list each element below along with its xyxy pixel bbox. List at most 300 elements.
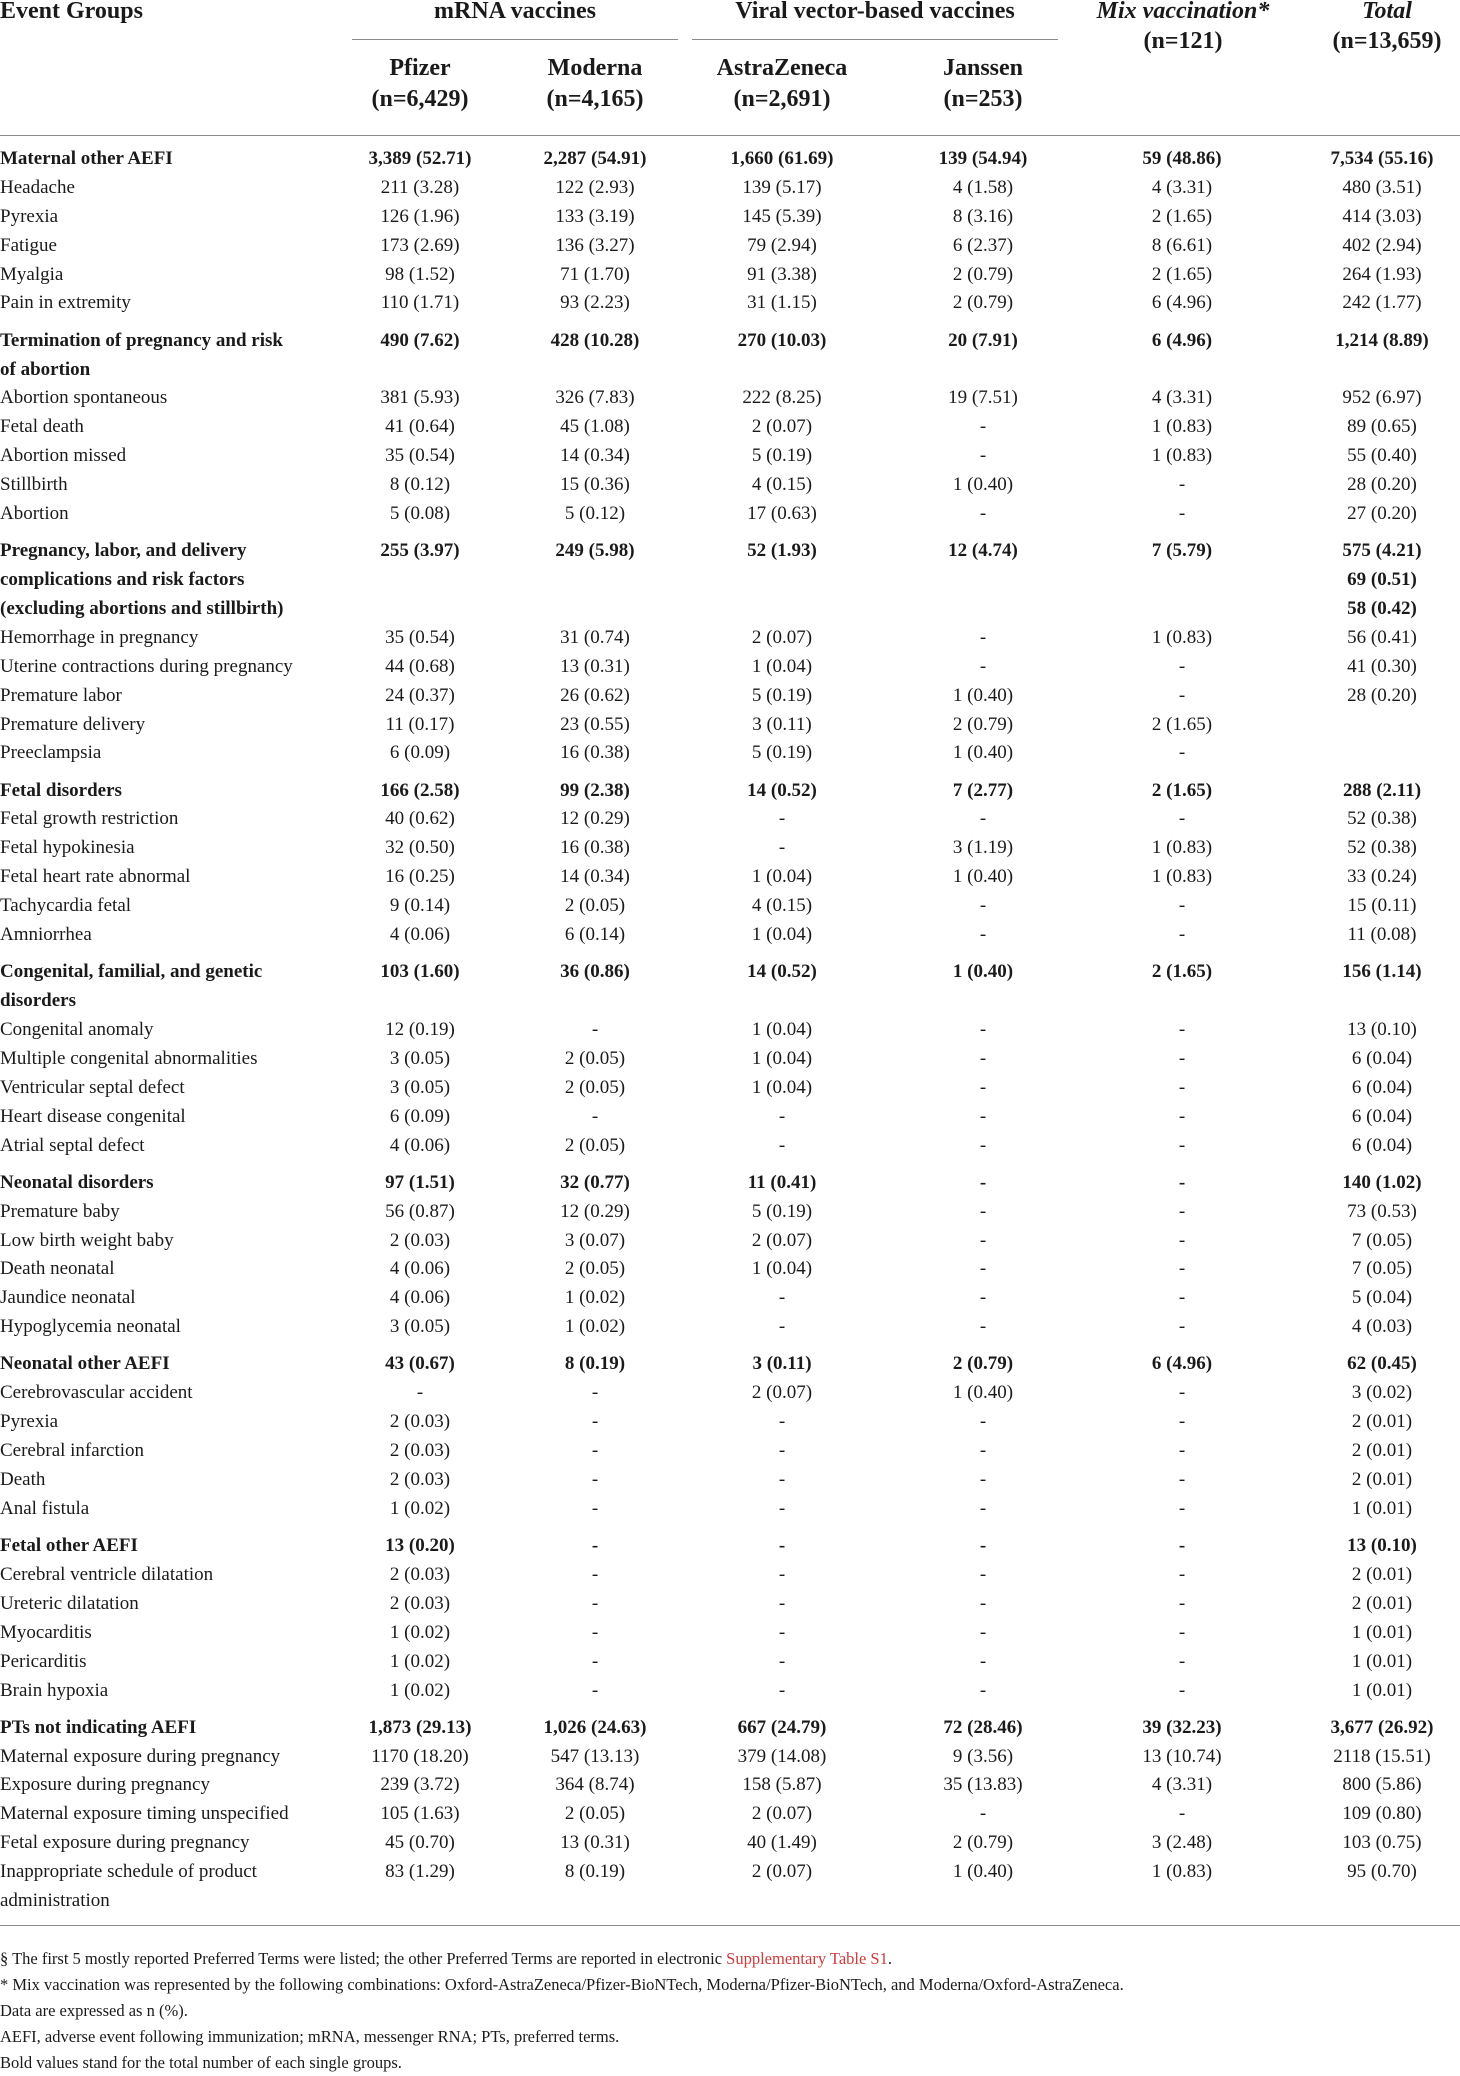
cell-moderna: 14 (0.34) <box>560 445 630 467</box>
cell-mix: - <box>1178 1105 1186 1127</box>
cell-pfizer: 3 (0.05) <box>389 1047 451 1069</box>
footnote-data-format: Data are expressed as n (%). <box>0 2001 188 2020</box>
cell-moderna: - <box>591 1440 599 1462</box>
cell-janssen: 2 (0.79) <box>952 292 1014 314</box>
cell-janssen: - <box>979 1105 987 1127</box>
table-row <box>0 442 1460 471</box>
cell-moderna: - <box>591 1563 599 1585</box>
cell-moderna: - <box>591 1105 599 1127</box>
cell-moderna: 93 (2.23) <box>560 292 630 314</box>
header-janssen-count: (n=253) <box>943 86 1023 112</box>
cell-janssen: - <box>979 1497 987 1519</box>
cell-total: 3,677 (26.92) <box>1330 1716 1434 1738</box>
cell-mix: - <box>1178 1803 1186 1825</box>
table-row <box>0 232 1460 261</box>
cell-moderna: 2 (0.05) <box>564 1076 626 1098</box>
cell-total: 952 (6.97) <box>1342 387 1422 409</box>
header-bottom-rule <box>0 135 1460 136</box>
cell-total: 41 (0.30) <box>1347 655 1417 677</box>
cell-event: Atrial septal defect <box>0 1134 145 1156</box>
footnote-section-sign <box>0 1946 1460 1972</box>
table-row <box>0 174 1460 203</box>
cell-pfizer: - <box>416 1382 424 1404</box>
cell-mix: 1 (0.83) <box>1151 445 1213 467</box>
cell-total: 800 (5.86) <box>1342 1774 1422 1796</box>
table-row <box>0 805 1460 834</box>
cell-pfizer: 83 (1.29) <box>385 1861 455 1883</box>
header-total: Total <box>1362 0 1412 24</box>
cell-event: Fetal death <box>0 416 84 438</box>
cell-janssen: - <box>979 655 987 677</box>
cell-mix: - <box>1178 1497 1186 1519</box>
cell-mix: - <box>1178 895 1186 917</box>
cell-mix: 4 (3.31) <box>1151 1774 1213 1796</box>
cell-pfizer: 2 (0.03) <box>389 1592 451 1614</box>
table-footnotes <box>0 1946 1460 2076</box>
cell-pfizer: 2 (0.03) <box>389 1411 451 1433</box>
cell-moderna: 8 (0.19) <box>564 1353 626 1375</box>
cell-total: 7 (0.05) <box>1351 1229 1413 1251</box>
cell-total: 140 (1.02) <box>1342 1171 1422 1193</box>
cell-event: PTs not indicating AEFI <box>0 1716 197 1738</box>
cell-janssen: - <box>979 1287 987 1309</box>
cell-astrazeneca: 5 (0.19) <box>751 742 813 764</box>
cell-astrazeneca: 17 (0.63) <box>747 502 817 524</box>
cell-astrazeneca: 158 (5.87) <box>742 1774 822 1796</box>
cell-pfizer: 239 (3.72) <box>380 1774 460 1796</box>
cell-pfizer: 32 (0.50) <box>385 837 455 859</box>
cell-astrazeneca: 4 (0.15) <box>751 895 813 917</box>
table-row <box>0 1619 1460 1648</box>
cell-janssen: 139 (54.94) <box>938 148 1028 169</box>
table-row <box>0 739 1460 768</box>
table-row <box>0 1771 1460 1800</box>
cell-moderna: 13 (0.31) <box>560 1832 630 1854</box>
cell-total: 27 (0.20) <box>1347 502 1417 524</box>
table-row <box>0 1198 1460 1227</box>
cell-moderna: 547 (13.13) <box>550 1745 640 1767</box>
cell-pfizer: 98 (1.52) <box>385 263 455 285</box>
cell-event: disorders <box>0 990 76 1012</box>
cell-janssen: 12 (4.74) <box>948 540 1018 562</box>
cell-total: 15 (0.11) <box>1347 895 1417 917</box>
cell-event: Anal fistula <box>0 1497 90 1519</box>
cell-astrazeneca: 2 (0.07) <box>751 1803 813 1825</box>
cell-astrazeneca: - <box>778 1316 786 1338</box>
cell-event: Brain hypoxia <box>0 1679 109 1701</box>
cell-astrazeneca: 31 (1.15) <box>747 292 817 314</box>
cell-total: 7,534 (55.16) <box>1330 148 1434 169</box>
cell-mix: 6 (4.96) <box>1151 329 1213 351</box>
cell-event: Ureteric dilatation <box>0 1592 139 1614</box>
cell-event: Multiple congenital abnormalities <box>0 1047 258 1069</box>
cell-event: Neonatal other AEFI <box>0 1353 170 1375</box>
cell-mix: 1 (0.83) <box>1151 866 1213 888</box>
cell-pfizer: 166 (2.58) <box>380 779 460 801</box>
table-row <box>0 1561 1460 1590</box>
cell-janssen: - <box>979 1592 987 1614</box>
cell-mix: 2 (1.65) <box>1151 779 1213 801</box>
cell-mix: - <box>1178 684 1186 706</box>
cell-astrazeneca: - <box>778 1592 786 1614</box>
cell-event: Inappropriate schedule of product <box>0 1861 257 1883</box>
cell-total: 13 (0.10) <box>1347 1535 1417 1557</box>
cell-total: 242 (1.77) <box>1342 292 1422 314</box>
cell-moderna: 2 (0.05) <box>564 1047 626 1069</box>
cell-janssen: - <box>979 1019 987 1041</box>
table-group-row <box>0 145 1460 174</box>
cell-pfizer: 11 (0.17) <box>385 713 455 735</box>
cell-mix: 6 (4.96) <box>1151 1353 1213 1375</box>
cell-total: 28 (0.20) <box>1347 474 1417 496</box>
cell-janssen: - <box>979 1134 987 1156</box>
cell-total: 52 (0.38) <box>1347 808 1417 830</box>
cell-pfizer: 4 (0.06) <box>389 1258 451 1280</box>
cell-total: 414 (3.03) <box>1342 205 1422 227</box>
cell-total: 103 (0.75) <box>1342 1832 1422 1854</box>
table-row <box>0 1227 1460 1256</box>
cell-janssen: 2 (0.79) <box>952 1353 1014 1375</box>
cell-total: 58 (0.42) <box>1347 597 1417 619</box>
cell-mix: 1 (0.83) <box>1151 416 1213 438</box>
cell-janssen: 35 (13.83) <box>943 1774 1023 1796</box>
cell-event: Jaundice neonatal <box>0 1287 136 1309</box>
cell-event: Fetal other AEFI <box>0 1535 138 1557</box>
cell-pfizer: 2 (0.03) <box>389 1563 451 1585</box>
table-row <box>0 1045 1460 1074</box>
cell-astrazeneca: 1,660 (61.69) <box>730 148 834 169</box>
cell-astrazeneca: - <box>778 1650 786 1672</box>
cell-moderna: - <box>591 1650 599 1672</box>
cell-moderna: 2 (0.05) <box>564 1803 626 1825</box>
cell-event: Fetal growth restriction <box>0 808 179 830</box>
table-row <box>0 384 1460 413</box>
footnote-1-end: . <box>887 1949 892 1968</box>
table-group-row <box>0 566 1460 595</box>
cell-event: Maternal exposure timing unspecified <box>0 1803 289 1825</box>
table-group-row <box>0 537 1460 566</box>
cell-mix: - <box>1178 742 1186 764</box>
table-group-row <box>0 356 1460 385</box>
cell-pfizer: 2 (0.03) <box>389 1468 451 1490</box>
cell-mix: - <box>1178 1592 1186 1614</box>
cell-pfizer: 381 (5.93) <box>380 387 460 409</box>
cell-total: 62 (0.45) <box>1347 1353 1417 1375</box>
footnote-abbreviations: AEFI, adverse event following immunization; mRNA, messenger RNA; PTs, preferred terms. <box>0 2027 620 2046</box>
cell-janssen: - <box>979 1200 987 1222</box>
cell-total: 480 (3.51) <box>1342 176 1422 198</box>
table-row <box>0 711 1460 740</box>
cell-astrazeneca: 91 (3.38) <box>747 263 817 285</box>
cell-event: Stillbirth <box>0 474 68 496</box>
cell-total: 11 (0.08) <box>1347 924 1417 946</box>
cell-mix: 13 (10.74) <box>1142 1745 1222 1767</box>
cell-astrazeneca: 52 (1.93) <box>747 540 817 562</box>
cell-mix: 6 (4.96) <box>1151 292 1213 314</box>
table-row <box>0 1743 1460 1772</box>
cell-mix: - <box>1178 502 1186 524</box>
cell-moderna: 26 (0.62) <box>560 684 630 706</box>
cell-event: Death neonatal <box>0 1258 115 1280</box>
table-group-row <box>0 777 1460 806</box>
cell-pfizer: 211 (3.28) <box>380 176 460 198</box>
cell-moderna: - <box>591 1382 599 1404</box>
table-row <box>0 1408 1460 1437</box>
viral-underline <box>692 39 1058 40</box>
table-row <box>0 1466 1460 1495</box>
cell-pfizer: 8 (0.12) <box>389 474 451 496</box>
cell-astrazeneca: 1 (0.04) <box>751 866 813 888</box>
cell-event: Pyrexia <box>0 205 59 227</box>
cell-astrazeneca: 379 (14.08) <box>737 1745 827 1767</box>
cell-event: Pericarditis <box>0 1650 87 1672</box>
cell-total: 69 (0.51) <box>1347 569 1417 591</box>
cell-astrazeneca: - <box>778 1440 786 1462</box>
cell-moderna: 2 (0.05) <box>564 895 626 917</box>
table-row <box>0 624 1460 653</box>
cell-janssen: - <box>979 895 987 917</box>
table-row <box>0 653 1460 682</box>
cell-event: Pyrexia <box>0 1411 59 1433</box>
cell-total: 2 (0.01) <box>1351 1440 1413 1462</box>
cell-total: 56 (0.41) <box>1347 626 1417 648</box>
cell-event: Headache <box>0 176 75 198</box>
cell-janssen: 7 (2.77) <box>952 779 1014 801</box>
cell-total: 288 (2.11) <box>1342 779 1422 801</box>
table-group-row <box>0 1714 1460 1743</box>
cell-pfizer: 1 (0.02) <box>389 1621 451 1643</box>
cell-janssen: 1 (0.40) <box>952 1861 1014 1883</box>
cell-astrazeneca: - <box>778 808 786 830</box>
cell-pfizer: 105 (1.63) <box>380 1803 460 1825</box>
table-row <box>0 1379 1460 1408</box>
cell-moderna: 2 (0.05) <box>564 1258 626 1280</box>
cell-astrazeneca: 1 (0.04) <box>751 1047 813 1069</box>
cell-moderna: 1,026 (24.63) <box>543 1716 647 1738</box>
cell-event: (excluding abortions and stillbirth) <box>0 597 284 619</box>
cell-pfizer: 1 (0.02) <box>389 1497 451 1519</box>
cell-mix: - <box>1178 1171 1186 1193</box>
cell-event: Hypoglycemia neonatal <box>0 1316 181 1338</box>
cell-moderna: 45 (1.08) <box>560 416 630 438</box>
table-row <box>0 203 1460 232</box>
cell-event: Congenital anomaly <box>0 1019 154 1041</box>
cell-pfizer: 255 (3.97) <box>380 540 460 562</box>
cell-event: Amniorrhea <box>0 924 92 946</box>
cell-pfizer: 3 (0.05) <box>389 1316 451 1338</box>
cell-moderna: 16 (0.38) <box>560 742 630 764</box>
cell-pfizer: 126 (1.96) <box>380 205 460 227</box>
cell-pfizer: 43 (0.67) <box>385 1353 455 1375</box>
cell-mix: 4 (3.31) <box>1151 176 1213 198</box>
table-row <box>0 413 1460 442</box>
cell-event: Premature baby <box>0 1200 120 1222</box>
cell-moderna: 16 (0.38) <box>560 837 630 859</box>
cell-moderna: 1 (0.02) <box>564 1287 626 1309</box>
cell-janssen: 20 (7.91) <box>948 329 1018 351</box>
cell-moderna: 32 (0.77) <box>560 1171 630 1193</box>
cell-moderna: - <box>591 1679 599 1701</box>
cell-mix: 2 (1.65) <box>1151 961 1213 983</box>
cell-mix: - <box>1178 1679 1186 1701</box>
cell-event: Pregnancy, labor, and delivery <box>0 540 247 562</box>
cell-astrazeneca: 14 (0.52) <box>747 961 817 983</box>
cell-mix: - <box>1178 1316 1186 1338</box>
cell-moderna: 99 (2.38) <box>560 779 630 801</box>
cell-janssen: 8 (3.16) <box>952 205 1014 227</box>
cell-event: Fetal heart rate abnormal <box>0 866 191 888</box>
cell-janssen: - <box>979 1047 987 1069</box>
cell-total: 6 (0.04) <box>1351 1105 1413 1127</box>
footnote-bold-values: Bold values stand for the total number of each single groups. <box>0 2053 402 2072</box>
cell-astrazeneca: 5 (0.19) <box>751 445 813 467</box>
cell-pfizer: 2 (0.03) <box>389 1440 451 1462</box>
cell-total: 264 (1.93) <box>1342 263 1422 285</box>
cell-total: 1 (0.01) <box>1351 1679 1413 1701</box>
table-group-row <box>0 1169 1460 1198</box>
header-janssen: Janssen <box>942 55 1024 81</box>
table-row <box>0 863 1460 892</box>
cell-event: Tachycardia fetal <box>0 895 132 917</box>
table-row <box>0 1887 1460 1916</box>
cell-astrazeneca: 14 (0.52) <box>747 779 817 801</box>
header-moderna-count: (n=4,165) <box>546 86 644 112</box>
cell-moderna: 23 (0.55) <box>560 713 630 735</box>
cell-total: 55 (0.40) <box>1347 445 1417 467</box>
cell-pfizer: 35 (0.54) <box>385 626 455 648</box>
table-row <box>0 1103 1460 1132</box>
header-astrazeneca-count: (n=2,691) <box>733 86 831 112</box>
footnote-mix-vaccination: * Mix vaccination was represented by the following combinations: Oxford-AstraZeneca/Pfizer-BioNTech, Moderna/Pfizer-BioNTech, and Moderna/Oxford-AstraZeneca. <box>0 1975 1124 1994</box>
cell-total: 1,214 (8.89) <box>1335 329 1429 351</box>
cell-event: Premature delivery <box>0 713 146 735</box>
cell-event: Preeclampsia <box>0 742 102 764</box>
cell-moderna: 249 (5.98) <box>555 540 635 562</box>
table-row <box>0 1677 1460 1706</box>
cell-astrazeneca: 40 (1.49) <box>747 1832 817 1854</box>
cell-moderna: 36 (0.86) <box>560 961 630 983</box>
cell-total: 156 (1.14) <box>1342 961 1422 983</box>
cell-janssen: - <box>979 1440 987 1462</box>
table-group-row <box>0 327 1460 356</box>
cell-astrazeneca: - <box>778 1468 786 1490</box>
cell-mix: - <box>1178 1200 1186 1222</box>
cell-janssen: - <box>979 924 987 946</box>
cell-mix: - <box>1178 1650 1186 1672</box>
table-row <box>0 1132 1460 1161</box>
cell-mix: 2 (1.65) <box>1151 713 1213 735</box>
cell-mix: - <box>1178 1076 1186 1098</box>
cell-astrazeneca: - <box>778 1105 786 1127</box>
cell-janssen: - <box>979 1563 987 1585</box>
cell-pfizer: 9 (0.14) <box>389 895 451 917</box>
cell-pfizer: 1 (0.02) <box>389 1650 451 1672</box>
cell-mix: 1 (0.83) <box>1151 1861 1213 1883</box>
cell-astrazeneca: 11 (0.41) <box>747 1171 817 1193</box>
cell-event: Abortion missed <box>0 445 127 467</box>
header-astrazeneca: AstraZeneca <box>716 55 848 81</box>
cell-mix: - <box>1178 1468 1186 1490</box>
table-row <box>0 1313 1460 1342</box>
cell-janssen: - <box>979 1316 987 1338</box>
cell-event: Hemorrhage in pregnancy <box>0 626 199 648</box>
cell-moderna: 136 (3.27) <box>555 234 635 256</box>
cell-astrazeneca: - <box>778 1411 786 1433</box>
cell-astrazeneca: 2 (0.07) <box>751 626 813 648</box>
cell-mix: - <box>1178 1258 1186 1280</box>
cell-pfizer: 4 (0.06) <box>389 1287 451 1309</box>
cell-astrazeneca: 3 (0.11) <box>752 1353 812 1375</box>
cell-pfizer: 1170 (18.20) <box>371 1745 469 1767</box>
cell-astrazeneca: 5 (0.19) <box>751 684 813 706</box>
cell-janssen: - <box>979 1621 987 1643</box>
cell-moderna: 2,287 (54.91) <box>543 148 647 169</box>
cell-janssen: 1 (0.40) <box>952 474 1014 496</box>
cell-mix: 7 (5.79) <box>1151 540 1213 562</box>
table-row <box>0 834 1460 863</box>
cell-total: 13 (0.10) <box>1347 1019 1417 1041</box>
cell-event: Exposure during pregnancy <box>0 1774 210 1796</box>
cell-janssen: - <box>979 502 987 524</box>
cell-janssen: 2 (0.79) <box>952 1832 1014 1854</box>
cell-event: Pain in extremity <box>0 292 131 314</box>
cell-total: 1 (0.01) <box>1351 1497 1413 1519</box>
cell-janssen: 2 (0.79) <box>952 713 1014 735</box>
cell-mix: - <box>1178 1382 1186 1404</box>
cell-pfizer: 6 (0.09) <box>389 1105 451 1127</box>
header-pfizer: Pfizer <box>389 55 451 81</box>
cell-janssen: - <box>979 1229 987 1251</box>
cell-mix: - <box>1178 1229 1186 1251</box>
cell-janssen: - <box>979 445 987 467</box>
table-row <box>0 1590 1460 1619</box>
cell-moderna: 12 (0.29) <box>560 1200 630 1222</box>
supplementary-table-link[interactable]: Supplementary Table S1 <box>726 1949 888 1968</box>
cell-mix: - <box>1178 1440 1186 1462</box>
cell-total: 6 (0.04) <box>1351 1076 1413 1098</box>
cell-total: 95 (0.70) <box>1347 1861 1417 1883</box>
cell-event: Premature labor <box>0 684 122 706</box>
cell-event: Uterine contractions during pregnancy <box>0 655 293 677</box>
cell-moderna: - <box>591 1592 599 1614</box>
cell-pfizer: 1 (0.02) <box>389 1679 451 1701</box>
cell-moderna: 122 (2.93) <box>555 176 635 198</box>
cell-astrazeneca: 2 (0.07) <box>751 1382 813 1404</box>
cell-janssen: 4 (1.58) <box>952 176 1014 198</box>
cell-moderna: - <box>591 1621 599 1643</box>
cell-astrazeneca: 1 (0.04) <box>751 1019 813 1041</box>
cell-janssen: 72 (28.46) <box>943 1716 1023 1738</box>
cell-total: 1 (0.01) <box>1351 1650 1413 1672</box>
cell-event: Fetal exposure during pregnancy <box>0 1832 250 1854</box>
cell-total: 2 (0.01) <box>1351 1411 1413 1433</box>
cell-pfizer: 97 (1.51) <box>385 1171 455 1193</box>
header-mrna-vaccines: mRNA vaccines <box>434 0 596 24</box>
header-total-count: (n=13,659) <box>1332 28 1442 54</box>
cell-mix: - <box>1178 1563 1186 1585</box>
cell-pfizer: 35 (0.54) <box>385 445 455 467</box>
cell-total: 89 (0.65) <box>1347 416 1417 438</box>
cell-mix: 8 (6.61) <box>1151 234 1213 256</box>
table-group-row <box>0 595 1460 624</box>
cell-astrazeneca: - <box>778 1497 786 1519</box>
cell-total: 2118 (15.51) <box>1333 1745 1431 1767</box>
cell-astrazeneca: - <box>778 1679 786 1701</box>
cell-event: Cerebrovascular accident <box>0 1382 193 1404</box>
cell-mix: - <box>1178 1535 1186 1557</box>
cell-mix: - <box>1178 1621 1186 1643</box>
cell-astrazeneca: 1 (0.04) <box>751 655 813 677</box>
